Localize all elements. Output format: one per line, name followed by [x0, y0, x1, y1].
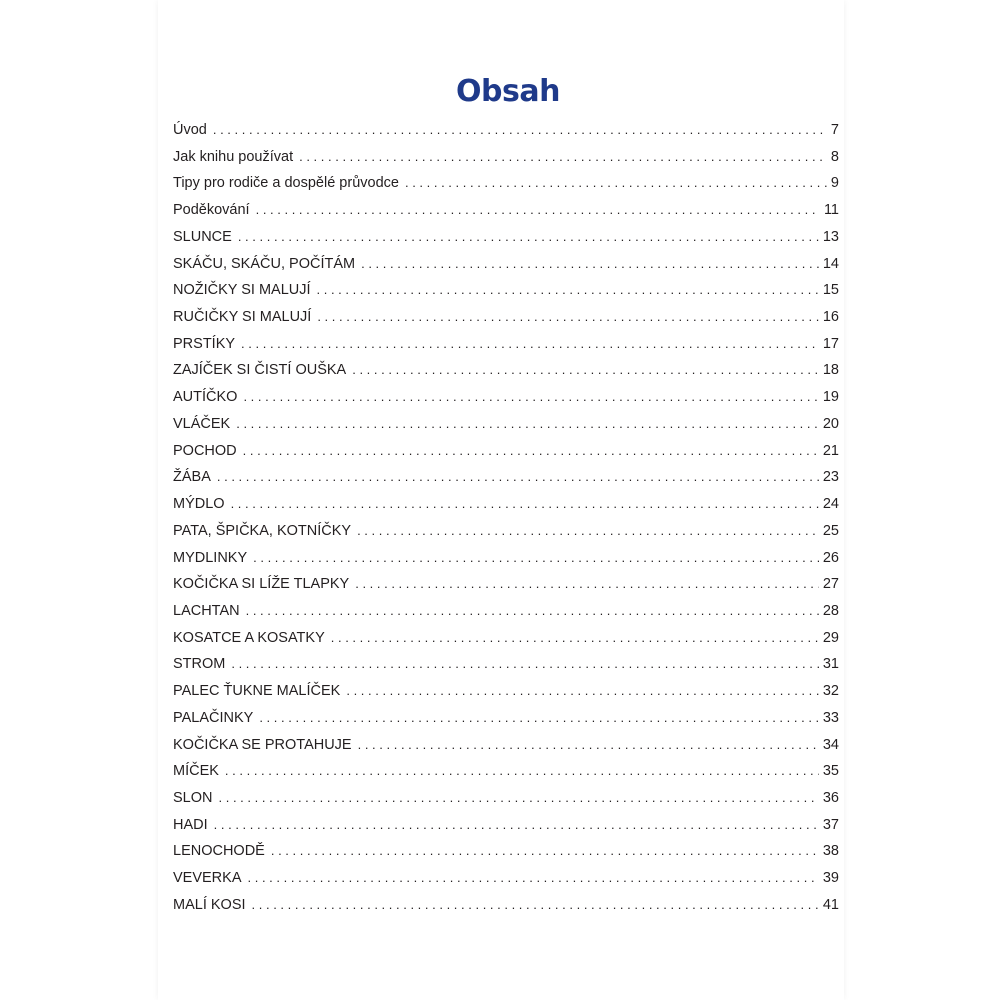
toc-entry[interactable] [173, 683, 839, 710]
toc-entry-page-number: 36 [822, 789, 839, 806]
dot-leader [361, 256, 819, 271]
toc-entry[interactable] [173, 362, 839, 389]
toc-entry-page-number: 39 [822, 870, 839, 887]
toc-entry-page-number: 16 [822, 309, 839, 326]
toc-entry[interactable] [173, 122, 839, 149]
dot-leader [231, 656, 819, 671]
dot-leader [358, 737, 819, 752]
dot-leader [241, 336, 819, 351]
toc-entry-page-number: 21 [822, 442, 839, 459]
toc-entry[interactable] [173, 710, 839, 737]
dot-leader [231, 496, 819, 511]
toc-entry-label: PRSTÍKY [173, 335, 236, 352]
dot-leader [213, 122, 827, 137]
toc-entry-page-number: 8 [830, 148, 839, 165]
table-of-contents [173, 122, 839, 924]
toc-entry[interactable] [173, 523, 839, 550]
toc-entry[interactable] [173, 897, 839, 924]
toc-entry[interactable] [173, 469, 839, 496]
toc-entry[interactable] [173, 790, 839, 817]
dot-leader [253, 550, 819, 565]
toc-entry-label: RUČIČKY SI MALUJÍ [173, 309, 312, 326]
toc-entry[interactable] [173, 202, 839, 229]
dot-leader [299, 149, 827, 164]
toc-entry-label: Úvod [173, 122, 207, 138]
toc-entry-label: VLÁČEK [173, 415, 231, 432]
toc-entry-page-number: 28 [822, 602, 839, 619]
dot-leader [246, 603, 819, 618]
toc-entry-label: HADI [173, 816, 208, 833]
toc-entry[interactable] [173, 496, 839, 523]
toc-entry-page-number: 15 [822, 282, 839, 299]
toc-entry-label: MÝDLO [173, 496, 225, 513]
toc-entry-label: POCHOD [173, 442, 237, 459]
toc-entry[interactable] [173, 870, 839, 897]
dot-leader [346, 683, 819, 698]
dot-leader [248, 870, 819, 885]
dot-leader [271, 843, 819, 858]
toc-entry[interactable] [173, 843, 839, 870]
toc-entry-label: Poděkování [173, 202, 250, 219]
dot-leader [317, 309, 819, 324]
dot-leader [355, 576, 819, 591]
toc-entry-page-number: 17 [822, 335, 839, 352]
toc-entry-label: PALAČINKY [173, 709, 254, 726]
toc-entry-label: SLON [173, 789, 213, 806]
toc-entry[interactable] [173, 229, 839, 256]
dot-leader [256, 202, 820, 217]
dot-leader [405, 175, 827, 190]
toc-entry-label: MÍČEK [173, 763, 219, 780]
toc-entry[interactable] [173, 603, 839, 630]
dot-leader [259, 710, 819, 725]
toc-entry-label: KOČIČKA SE PROTAHUJE [173, 736, 352, 753]
toc-entry-page-number: 26 [822, 549, 839, 566]
toc-entry-page-number: 20 [822, 415, 839, 432]
toc-entry-label: MYDLINKY [173, 549, 248, 566]
toc-entry[interactable] [173, 656, 839, 683]
toc-entry-label: SLUNCE [173, 228, 232, 245]
dot-leader [243, 443, 819, 458]
toc-entry-page-number: 31 [822, 656, 839, 673]
toc-entry[interactable] [173, 256, 839, 283]
toc-entry[interactable] [173, 309, 839, 336]
dot-leader [317, 282, 819, 297]
toc-entry[interactable] [173, 389, 839, 416]
page-title: Obsah [456, 74, 560, 109]
toc-entry-label: ŽÁBA [173, 469, 211, 486]
toc-entry-page-number: 7 [830, 122, 839, 138]
toc-entry-page-number: 24 [822, 496, 839, 513]
toc-entry-page-number: 32 [822, 683, 839, 700]
toc-entry[interactable] [173, 550, 839, 577]
toc-entry[interactable] [173, 336, 839, 363]
toc-entry-page-number: 27 [822, 576, 839, 593]
toc-entry-page-number: 34 [822, 736, 839, 753]
toc-entry-page-number: 35 [822, 763, 839, 780]
toc-entry-page-number: 33 [822, 709, 839, 726]
toc-entry-page-number: 11 [823, 202, 839, 219]
dot-leader [357, 523, 819, 538]
dot-leader [352, 362, 819, 377]
toc-entry[interactable] [173, 443, 839, 470]
toc-entry[interactable] [173, 763, 839, 790]
toc-entry-label: PALEC ŤUKNE MALÍČEK [173, 683, 341, 700]
toc-entry[interactable] [173, 416, 839, 443]
toc-entry-label: Jak knihu používat [173, 148, 294, 165]
dot-leader [331, 630, 819, 645]
toc-entry-page-number: 23 [822, 469, 839, 486]
toc-entry-label: MALÍ KOSI [173, 896, 246, 913]
toc-entry-page-number: 14 [822, 255, 839, 272]
toc-entry-label: PATA, ŠPIČKA, KOTNÍČKY [173, 522, 352, 539]
toc-entry-page-number: 19 [822, 389, 839, 406]
toc-entry-label: AUTÍČKO [173, 389, 238, 406]
dot-leader [238, 229, 819, 244]
toc-entry-label: ZAJÍČEK SI ČISTÍ OUŠKA [173, 362, 347, 379]
dot-leader [217, 469, 819, 484]
toc-entry-label: LACHTAN [173, 602, 240, 619]
toc-entry-page-number: 13 [822, 228, 839, 245]
toc-entry-page-number: 25 [822, 522, 839, 539]
toc-entry-label: NOŽIČKY SI MALUJÍ [173, 282, 311, 299]
toc-entry-page-number: 37 [822, 816, 839, 833]
toc-entry-page-number: 18 [822, 362, 839, 379]
toc-entry[interactable] [173, 817, 839, 844]
dot-leader [243, 389, 818, 404]
dot-leader [214, 817, 819, 832]
toc-entry-page-number: 38 [822, 843, 839, 860]
toc-entry-label: KOČIČKA SI LÍŽE TLAPKY [173, 576, 350, 593]
toc-entry-label: SKÁČU, SKÁČU, POČÍTÁM [173, 255, 356, 272]
toc-entry[interactable] [173, 282, 839, 309]
dot-leader [219, 790, 819, 805]
toc-entry-page-number: 29 [822, 629, 839, 646]
toc-entry-label: LENOCHODĚ [173, 843, 265, 860]
toc-entry[interactable] [173, 576, 839, 603]
dot-leader [225, 763, 819, 778]
toc-entry[interactable] [173, 175, 839, 202]
toc-entry-page-number: 41 [822, 896, 839, 913]
document-page [158, 0, 844, 1000]
toc-entry-page-number: 9 [830, 175, 839, 192]
dot-leader [236, 416, 819, 431]
toc-entry-label: VEVERKA [173, 870, 242, 887]
toc-entry-label: KOSATCE A KOSATKY [173, 629, 325, 646]
toc-entry-label: STROM [173, 656, 226, 673]
toc-entry-label: Tipy pro rodiče a dospělé průvodce [173, 175, 399, 192]
toc-entry[interactable] [173, 149, 839, 176]
dot-leader [252, 897, 819, 912]
toc-entry[interactable] [173, 630, 839, 657]
toc-entry[interactable] [173, 737, 839, 764]
